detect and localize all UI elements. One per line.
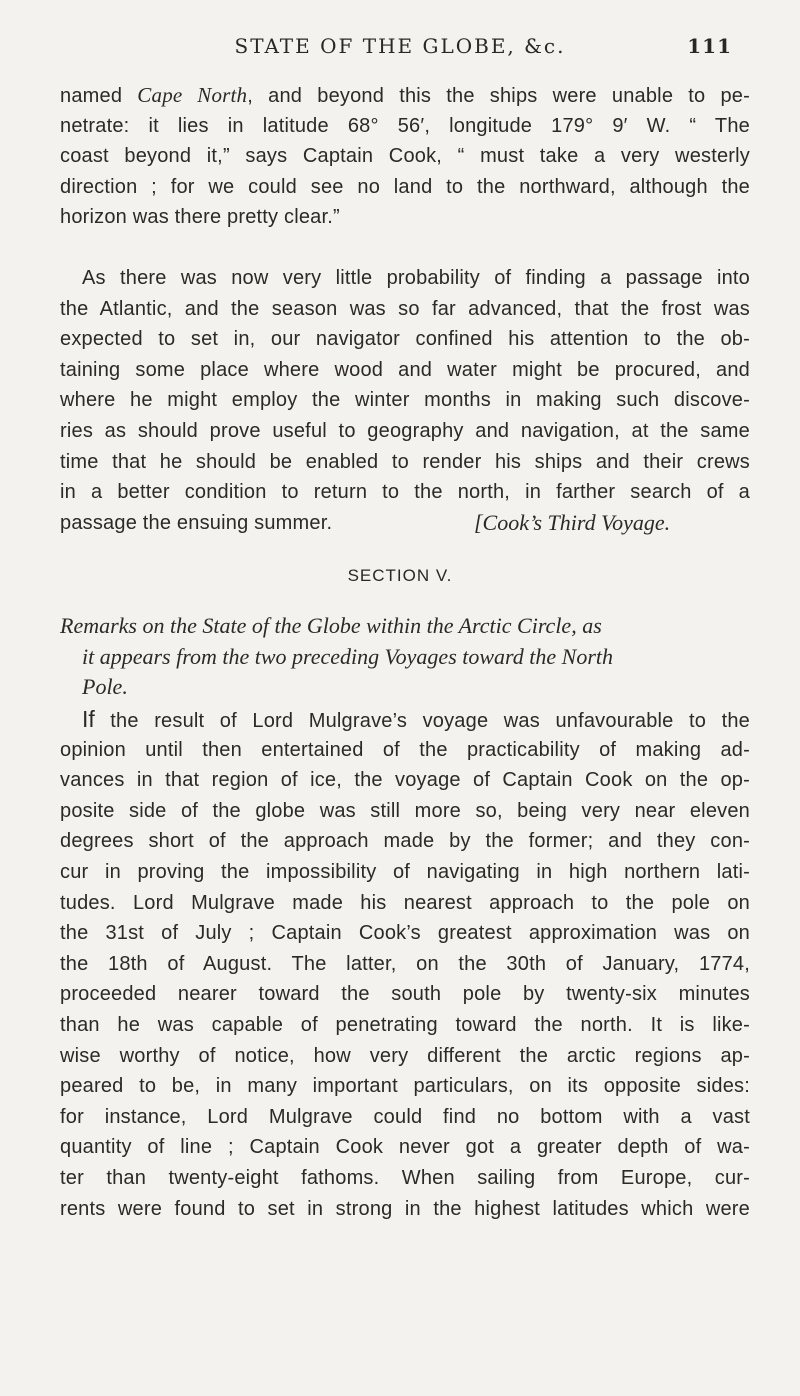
subtitle-line: Pole. xyxy=(82,674,128,700)
running-head: STATE OF THE GLOBE, &c. xyxy=(234,34,566,58)
text-line: horizon was there pretty clear.” xyxy=(60,206,340,229)
text-line: time that he should be enabled to render his ships and their crews xyxy=(60,450,750,473)
text-line: degrees short of the approach made by the former; and they con- xyxy=(60,830,750,853)
subtitle-line: it appears from the two preceding Voyages toward the North xyxy=(82,643,614,669)
text-line: tudes. Lord Mulgrave made his nearest approach to the pole on xyxy=(60,891,750,914)
place-name: Cape North xyxy=(137,83,248,107)
section-subtitle xyxy=(60,610,750,702)
drop-cap: If xyxy=(82,706,95,732)
page-number: 111 xyxy=(687,34,732,58)
text-line: in a better condition to return to the north, in farther search of a xyxy=(60,481,750,504)
text-line: ter than twenty-eight fathoms. When sailing from Europe, cur- xyxy=(60,1166,750,1189)
text-line: named Cape North, and beyond this the ships were unable to pe- xyxy=(60,83,750,107)
text-line: cur in proving the impossibility of navigating in high northern lati- xyxy=(60,860,750,883)
paragraph-2 xyxy=(60,263,750,538)
text-line: the 18th of August. The latter, on the 30th of January, 1774, xyxy=(60,952,750,975)
text-line: As there was now very little probability of finding a passage into xyxy=(82,267,750,289)
text-line: peared to be, in many important particulars, on its opposite sides: xyxy=(60,1075,750,1098)
text-line: expected to set in, our navigator confined his attention to the ob- xyxy=(60,328,750,351)
text-line: wise worthy of notice, how very different the arctic regions ap- xyxy=(60,1044,750,1067)
text-line: direction ; for we could see no land to the northward, although the xyxy=(60,175,750,198)
text-line: posite side of the globe was still more so, being very near eleven xyxy=(60,799,750,822)
text-line: the Atlantic, and the season was so far advanced, that the frost was xyxy=(60,297,750,320)
source-citation: [Cook’s Third Voyage. xyxy=(474,510,671,535)
section-heading: SECTION V. xyxy=(347,566,453,585)
text-line: opinion until then entertained of the practicability of making ad- xyxy=(60,738,750,761)
text-line: netrate: it lies in latitude 68° 56′, longitude 179° 9′ W. “ The xyxy=(60,114,750,137)
text-line: quantity of line ; Captain Cook never got a greater depth of wa- xyxy=(60,1136,750,1159)
page-header xyxy=(60,34,740,64)
text-line: the 31st of July ; Captain Cook’s greatest approximation was on xyxy=(60,922,750,945)
subtitle-line: Remarks on the State of the Globe within the Arctic Circle, as xyxy=(60,613,602,638)
text-line: passage the ensuing summer. xyxy=(60,511,333,534)
text-line: proceeded nearer toward the south pole by twenty-six minutes xyxy=(60,983,750,1006)
text-line: where he might employ the winter months in making such discove- xyxy=(60,389,750,412)
text-line: for instance, Lord Mulgrave could find no bottom with a vast xyxy=(60,1105,750,1128)
text-line: rents were found to set in strong in the highest latitudes which were xyxy=(60,1197,750,1220)
text-line: taining some place where wood and water might be procured, and xyxy=(60,358,750,381)
text-line: ries as should prove useful to geography and navigation, at the same xyxy=(60,419,750,442)
paragraph-3 xyxy=(60,704,750,1224)
text-line: than he was capable of penetrating toward the north. It is like- xyxy=(60,1013,750,1036)
text-line: coast beyond it,” says Captain Cook, “ must take a very westerly xyxy=(60,145,750,168)
text-line: If the result of Lord Mulgrave’s voyage was unfavourable to the xyxy=(82,706,750,732)
text-line: vances in that region of ice, the voyage of Captain Cook on the op- xyxy=(60,769,750,792)
paragraph-1 xyxy=(60,80,750,233)
